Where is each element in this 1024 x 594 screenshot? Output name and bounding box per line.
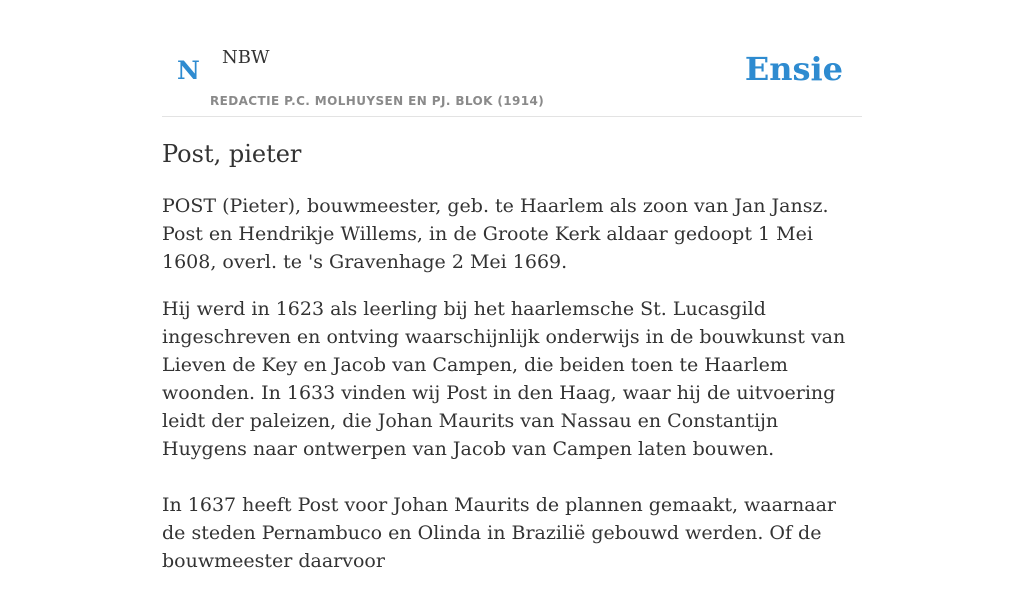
article-title: Post, pieter — [162, 140, 302, 168]
site-header — [162, 0, 862, 117]
source-name[interactable]: NBW — [222, 47, 270, 68]
source-editors: REDACTIE P.C. MOLHUYSEN EN PJ. BLOK (1914) — [210, 94, 545, 108]
article-paragraph: Hij werd in 1623 als leerling bij het haarlemsche St. Lucasgild ingeschreven en ontving waarschijnlijk onderwijs in de bouwkunst van Lieven de Key en Jacob van Campen, die beiden toen te Haarlem woonden. In 1633 vinden wij Post in den Haag, waar hij de uitvoering leidt der paleizen, die Johan Maurits van Nassau en Constantijn Huygens naar ontwerpen van Jacob van Campen laten bouwen. — [162, 298, 846, 460]
brand-logo[interactable]: Ensie — [744, 50, 843, 88]
article-paragraph: POST (Pieter), bouwmeester, geb. te Haarlem als zoon van Jan Jansz. Post en Hendrikje Willems, in de Groote Kerk aldaar gedoopt 1 Mei 1608, overl. te 's Gravenhage 2 Mei 1669. — [162, 195, 829, 273]
article-body — [162, 192, 862, 594]
source-logo-icon[interactable]: N — [177, 56, 200, 85]
article-paragraph: In 1637 heeft Post voor Johan Maurits de plannen gemaakt, waarnaar de steden Pernambuco en Olinda in Brazilië gebouwd werden. Of de bouwmeester daarvoor — [162, 494, 837, 572]
